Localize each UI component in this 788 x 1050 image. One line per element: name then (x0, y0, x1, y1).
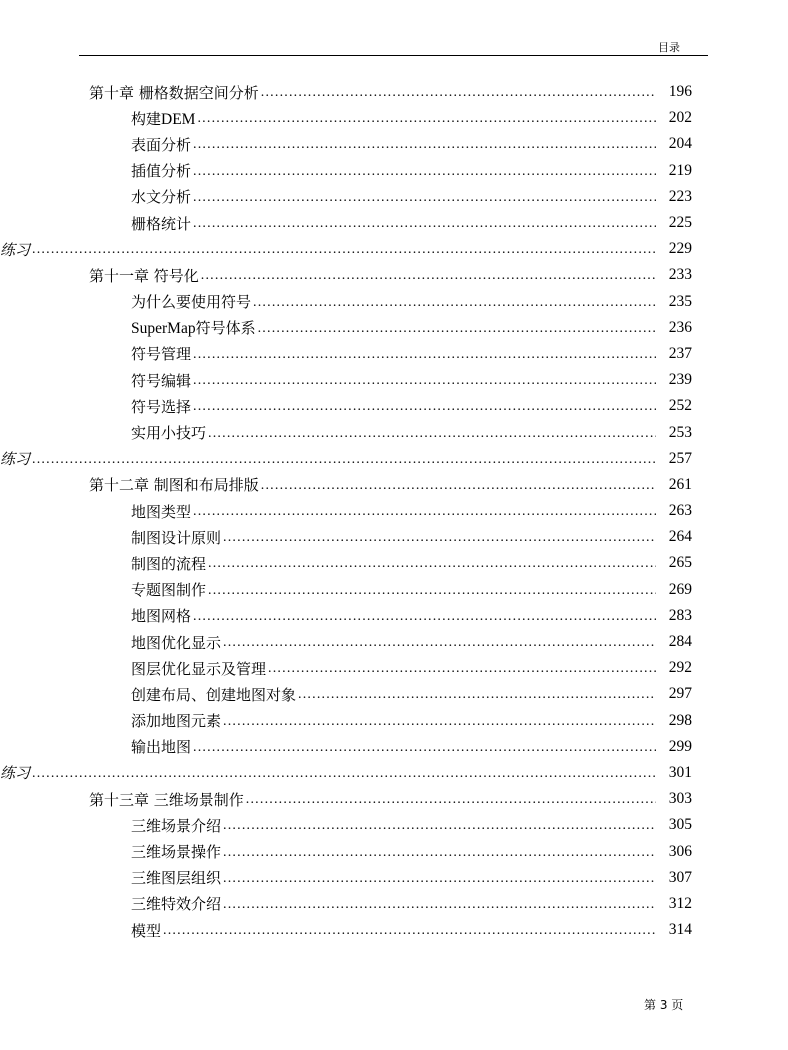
dot-leader (193, 164, 656, 180)
toc-section-entry[interactable] (0, 708, 788, 734)
table-of-contents (0, 79, 788, 943)
toc-page-number: 235 (668, 292, 692, 310)
dot-leader (208, 583, 656, 599)
dot-leader (193, 137, 656, 153)
toc-section-entry[interactable] (0, 341, 788, 367)
dot-leader (261, 85, 656, 101)
toc-entry-title: 第十三章 三维场景制作 (89, 790, 244, 809)
toc-section-entry[interactable] (0, 603, 788, 629)
toc-page-number: 297 (668, 685, 692, 703)
toc-page-number: 257 (668, 449, 692, 467)
toc-entry-title: 练习 (0, 450, 31, 469)
dot-leader (268, 661, 656, 677)
toc-section-entry[interactable] (0, 367, 788, 393)
toc-page-number: 314 (668, 921, 692, 939)
toc-entry-title: 地图网格 (131, 607, 192, 626)
toc-section-entry[interactable] (0, 734, 788, 760)
dot-leader (223, 897, 656, 913)
dot-leader (258, 321, 656, 337)
dot-leader (32, 242, 656, 258)
dot-leader (298, 687, 656, 703)
toc-page-number: 229 (668, 240, 692, 258)
toc-page-number: 236 (668, 318, 692, 336)
toc-section-entry[interactable] (0, 891, 788, 917)
dot-leader (163, 923, 656, 939)
toc-page-number: 261 (668, 475, 692, 493)
header-divider (79, 55, 708, 56)
dot-leader (193, 216, 656, 232)
toc-page-number: 265 (668, 554, 692, 572)
toc-page-number: 237 (668, 344, 692, 362)
toc-entry-title: 插值分析 (131, 162, 192, 181)
toc-section-entry[interactable] (0, 289, 788, 315)
toc-exercise-entry[interactable] (0, 760, 788, 786)
toc-entry-title: 第十二章 制图和布局排版 (89, 476, 259, 495)
toc-entry-title: 第十章 栅格数据空间分析 (89, 83, 259, 102)
toc-entry-title: 模型 (131, 921, 162, 940)
dot-leader (223, 714, 656, 730)
toc-page-number: 305 (668, 816, 692, 834)
toc-section-entry[interactable] (0, 105, 788, 131)
toc-page-number: 299 (668, 737, 692, 755)
toc-page-number: 263 (668, 502, 692, 520)
dot-leader (246, 792, 656, 808)
dot-leader (223, 818, 656, 834)
toc-entry-title: 地图类型 (131, 502, 192, 521)
toc-page-number: 196 (668, 83, 692, 101)
toc-chapter-entry[interactable] (0, 79, 788, 105)
toc-entry-title: 为什么要使用符号 (131, 293, 252, 312)
toc-page-number: 283 (668, 606, 692, 624)
dot-leader (32, 452, 656, 468)
toc-entry-title: 符号编辑 (131, 371, 192, 390)
toc-section-entry[interactable] (0, 498, 788, 524)
toc-chapter-entry[interactable] (0, 262, 788, 288)
toc-section-entry[interactable] (0, 629, 788, 655)
toc-section-entry[interactable] (0, 577, 788, 603)
toc-entry-title: 第十一章 符号化 (89, 266, 199, 285)
dot-leader (223, 635, 656, 651)
toc-entry-title: 输出地图 (131, 738, 192, 757)
toc-section-entry[interactable] (0, 315, 788, 341)
toc-section-entry[interactable] (0, 210, 788, 236)
toc-page-number: 252 (668, 397, 692, 415)
toc-page-number: 223 (668, 187, 692, 205)
toc-entry-title: SuperMap符号体系 (131, 319, 256, 338)
toc-entry-title: 图层优化显示及管理 (131, 659, 267, 678)
dot-leader (253, 295, 656, 311)
dot-leader (32, 766, 656, 782)
toc-section-entry[interactable] (0, 550, 788, 576)
dot-leader (193, 504, 656, 520)
toc-page-number: 202 (668, 109, 692, 127)
toc-page-number: 303 (668, 790, 692, 808)
toc-entry-title: 制图的流程 (131, 554, 207, 573)
toc-section-entry[interactable] (0, 812, 788, 838)
toc-page-number: 269 (668, 580, 692, 598)
toc-entry-title: 创建布局、创建地图对象 (131, 685, 297, 704)
toc-chapter-entry[interactable] (0, 786, 788, 812)
toc-section-entry[interactable] (0, 184, 788, 210)
toc-page-number: 219 (668, 161, 692, 179)
toc-page-number: 233 (668, 266, 692, 284)
toc-page-number: 307 (668, 868, 692, 886)
toc-section-entry[interactable] (0, 393, 788, 419)
dot-leader (193, 373, 656, 389)
toc-chapter-entry[interactable] (0, 472, 788, 498)
dot-leader (208, 556, 656, 572)
toc-page-number: 298 (668, 711, 692, 729)
toc-section-entry[interactable] (0, 524, 788, 550)
dot-leader (223, 530, 656, 546)
toc-entry-title: 练习 (0, 764, 31, 783)
toc-entry-title: 专题图制作 (131, 581, 207, 600)
toc-entry-title: 添加地图元素 (131, 712, 222, 731)
toc-entry-title: 地图优化显示 (131, 633, 222, 652)
toc-exercise-entry[interactable] (0, 446, 788, 472)
toc-page-number: 264 (668, 528, 692, 546)
toc-section-entry[interactable] (0, 131, 788, 157)
toc-page-number: 284 (668, 633, 692, 651)
toc-section-entry[interactable] (0, 158, 788, 184)
toc-entry-title: 符号选择 (131, 397, 192, 416)
toc-entry-title: 练习 (0, 240, 31, 259)
toc-entry-title: 水文分析 (131, 188, 192, 207)
dot-leader (193, 740, 656, 756)
toc-section-entry[interactable] (0, 917, 788, 943)
toc-page-number: 204 (668, 135, 692, 153)
dot-leader (223, 845, 656, 861)
toc-entry-title: 表面分析 (131, 135, 192, 154)
toc-entry-title: 三维特效介绍 (131, 895, 222, 914)
toc-section-entry[interactable] (0, 838, 788, 864)
toc-exercise-entry[interactable] (0, 236, 788, 262)
toc-page-number: 292 (668, 659, 692, 677)
toc-page-number: 312 (668, 894, 692, 912)
dot-leader (193, 190, 656, 206)
toc-entry-title: 三维场景操作 (131, 843, 222, 862)
toc-page-number: 239 (668, 371, 692, 389)
toc-page-number: 306 (668, 842, 692, 860)
toc-entry-title: 栅格统计 (131, 214, 192, 233)
toc-entry-title: 三维场景介绍 (131, 816, 222, 835)
dot-leader (261, 478, 656, 494)
toc-entry-title: 构建DEM (131, 109, 196, 128)
toc-page-number: 301 (668, 763, 692, 781)
toc-entry-title: 制图设计原则 (131, 528, 222, 547)
toc-page-number: 225 (668, 214, 692, 232)
dot-leader (201, 268, 656, 284)
running-header: 目录 (658, 41, 680, 54)
toc-entry-title: 三维图层组织 (131, 869, 222, 888)
dot-leader (193, 609, 656, 625)
toc-entry-title: 符号管理 (131, 345, 192, 364)
dot-leader (223, 871, 656, 887)
dot-leader (193, 347, 656, 363)
page-number-footer: 第 3 页 (644, 998, 684, 1012)
toc-section-entry[interactable] (0, 681, 788, 707)
toc-page-number: 253 (668, 423, 692, 441)
toc-section-entry[interactable] (0, 655, 788, 681)
dot-leader (193, 399, 656, 415)
toc-section-entry[interactable] (0, 865, 788, 891)
dot-leader (197, 111, 656, 127)
toc-section-entry[interactable] (0, 419, 788, 445)
dot-leader (208, 426, 656, 442)
toc-entry-title: 实用小技巧 (131, 424, 207, 443)
